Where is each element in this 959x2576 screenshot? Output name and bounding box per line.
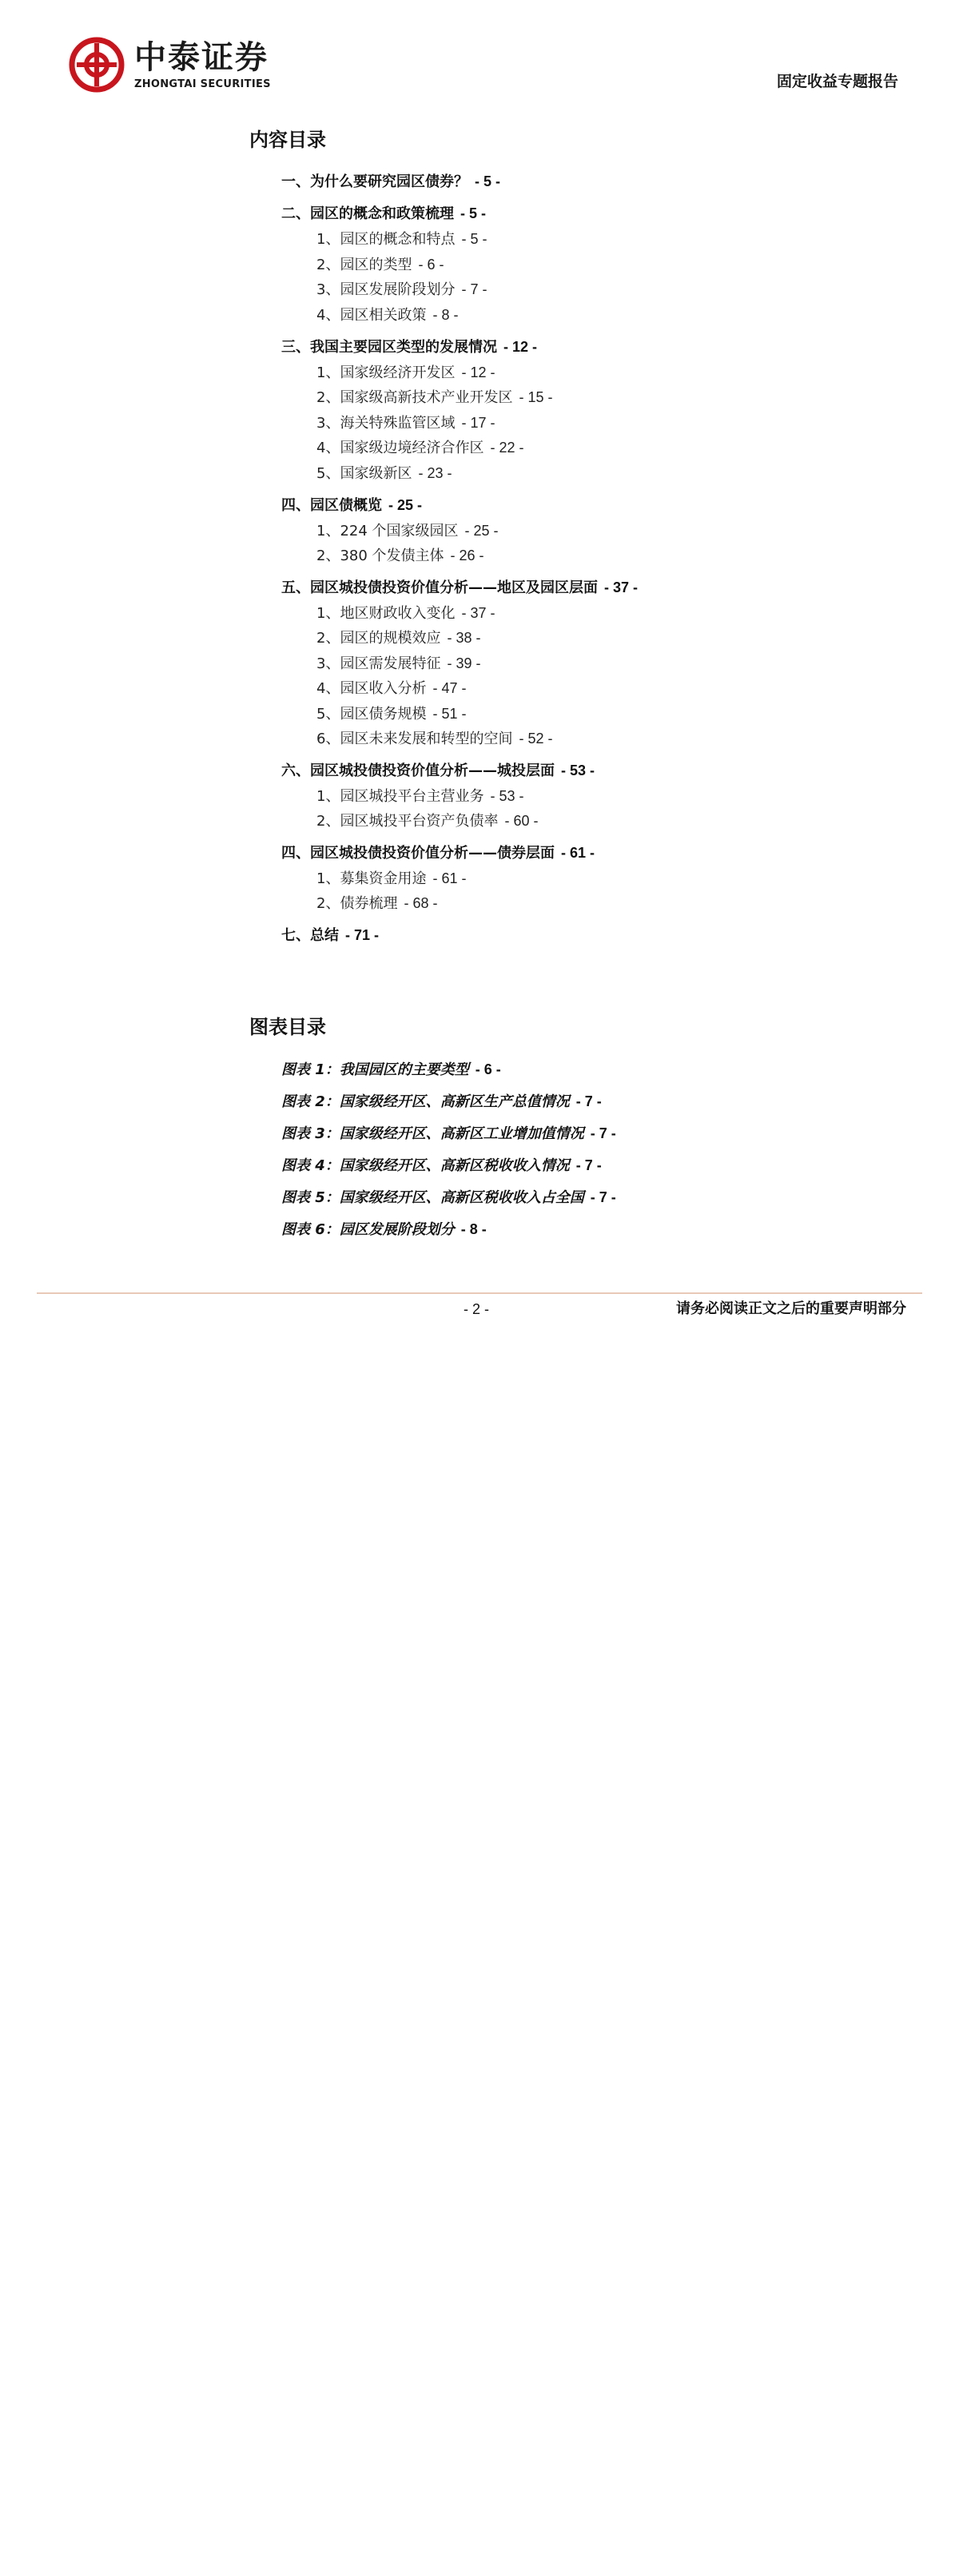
contents-entry-label: 6、园区未来发展和转型的空间 — [316, 731, 513, 747]
contents-entry-page-number: - 61 - — [432, 870, 467, 886]
contents-entry-page-number: - 52 - — [519, 731, 553, 747]
contents-entry[interactable] — [316, 229, 897, 249]
contents-entry-label: 1、224 个国家级园区 — [316, 523, 459, 539]
contents-entry[interactable] — [316, 545, 897, 566]
contents-entry-label: 5、国家级新区 — [316, 465, 412, 482]
contents-entry[interactable] — [281, 203, 897, 224]
contents-entry[interactable] — [316, 412, 897, 433]
figure-entry[interactable] — [281, 1059, 897, 1080]
contents-entry-page-number: - 38 - — [447, 630, 481, 646]
figure-entry-label: 图表 6：园区发展阶段划分 — [281, 1221, 455, 1238]
contents-entry-page-number: - 23 - — [418, 465, 452, 481]
figure-entry-label: 图表 5：国家级经开区、高新区税收收入占全国 — [281, 1189, 584, 1206]
contents-entry[interactable] — [316, 305, 897, 325]
contents-entry-page-number: - 5 - — [460, 205, 487, 221]
contents-entry-label: 三、我国主要园区类型的发展情况 — [281, 339, 497, 356]
contents-entry[interactable] — [316, 810, 897, 831]
contents-entry[interactable] — [316, 362, 897, 383]
contents-entry-label: 五、园区城投债投资价值分析——地区及园区层面 — [281, 579, 598, 596]
contents-entry-page-number: - 37 - — [604, 579, 639, 595]
contents-entry[interactable] — [316, 463, 897, 484]
contents-entry[interactable] — [316, 893, 897, 914]
contents-entry-page-number: - 71 - — [345, 927, 380, 943]
contents-entry-label: 5、园区债务规模 — [316, 706, 427, 723]
figure-entry-page-number: - 8 - — [460, 1221, 487, 1237]
figure-entry-page-number: - 7 - — [575, 1093, 602, 1109]
contents-entry-label: 2、园区的类型 — [316, 257, 412, 273]
footer-divider — [37, 1292, 922, 1294]
figure-entry-label: 图表 1：我国园区的主要类型 — [281, 1061, 469, 1078]
figure-entry[interactable] — [281, 1219, 897, 1240]
contents-entry-label: 四、园区城投债投资价值分析——债券层面 — [281, 845, 555, 862]
contents-entry-page-number: - 37 - — [461, 605, 495, 621]
contents-entry-label: 3、园区发展阶段划分 — [316, 281, 456, 298]
contents-entry-page-number: - 53 - — [561, 762, 595, 778]
contents-entry-page-number: - 60 - — [504, 813, 539, 829]
contents-entry-label: 二、园区的概念和政策梳理 — [281, 205, 454, 222]
contents-entry[interactable] — [316, 678, 897, 699]
contents-entry-label: 一、为什么要研究园区债券？ — [281, 173, 468, 190]
contents-entry[interactable] — [281, 495, 897, 516]
contents-entry-page-number: - 12 - — [503, 339, 538, 355]
contents-entry-page-number: - 26 - — [450, 547, 484, 563]
contents-entry-label: 4、园区相关政策 — [316, 307, 427, 324]
contents-entry[interactable] — [316, 603, 897, 623]
footer-disclaimer: 请务必阅读正文之后的重要声明部分 — [676, 1300, 906, 1317]
contents-entry[interactable] — [281, 842, 897, 863]
contents-entry[interactable] — [316, 279, 897, 300]
figure-entry-page-number: - 7 - — [575, 1157, 602, 1173]
figure-entry[interactable] — [281, 1187, 897, 1208]
contents-entry-page-number: - 25 - — [388, 497, 423, 513]
contents-entry-label: 3、海关特殊监管区域 — [316, 415, 456, 432]
report-type-label: 固定收益专题报告 — [776, 73, 898, 90]
figure-entry[interactable] — [281, 1155, 897, 1176]
contents-entry[interactable] — [316, 653, 897, 674]
figure-entry[interactable] — [281, 1091, 897, 1112]
contents-entry-page-number: - 5 - — [475, 173, 501, 189]
contents-entry[interactable] — [316, 387, 897, 408]
contents-entry-label: 六、园区城投债投资价值分析——城投层面 — [281, 762, 555, 779]
contents-entry[interactable] — [316, 728, 897, 749]
contents-entry-label: 1、园区的概念和特点 — [316, 231, 456, 248]
contents-entry[interactable] — [316, 868, 897, 889]
contents-entry[interactable] — [316, 254, 897, 275]
figure-entry-label: 图表 3：国家级经开区、高新区工业增加值情况 — [281, 1125, 584, 1142]
contents-entry-label: 2、国家级高新技术产业开发区 — [316, 389, 513, 406]
zhongtai-logo-icon — [69, 37, 125, 93]
contents-entry-label: 2、债券梳理 — [316, 895, 398, 912]
figure-entry-page-number: - 6 - — [475, 1061, 501, 1077]
contents-entry-page-number: - 8 - — [432, 307, 459, 323]
contents-entry[interactable] — [316, 703, 897, 724]
contents-entry-page-number: - 12 - — [461, 364, 495, 380]
brand-name-english: ZHONGTAI SECURITIES — [134, 78, 271, 90]
contents-entry-page-number: - 22 - — [490, 440, 524, 456]
contents-entry[interactable] — [281, 171, 897, 192]
contents-entry-page-number: - 61 - — [561, 845, 595, 861]
contents-entry-page-number: - 51 - — [432, 706, 467, 722]
contents-entry-label: 1、地区财政收入变化 — [316, 605, 456, 622]
contents-entry[interactable] — [281, 577, 897, 598]
contents-entry-label: 4、国家级边境经济合作区 — [316, 440, 484, 456]
contents-entry-label: 4、园区收入分析 — [316, 680, 427, 697]
brand-name-chinese: 中泰证券 — [134, 39, 269, 76]
figure-entry-page-number: - 7 - — [590, 1189, 616, 1205]
figures-title: 图表目录 — [249, 1016, 326, 1038]
footer-page-number: - 2 - — [464, 1301, 490, 1317]
contents-title: 内容目录 — [249, 129, 326, 151]
figure-entry-page-number: - 7 - — [590, 1125, 616, 1141]
contents-entry[interactable] — [281, 336, 897, 357]
contents-entry-label: 1、园区城投平台主营业务 — [316, 788, 484, 805]
contents-entry-page-number: - 6 - — [418, 257, 444, 273]
contents-entry-label: 2、园区城投平台资产负债率 — [316, 813, 499, 830]
contents-entry[interactable] — [316, 437, 897, 458]
contents-entry[interactable] — [316, 786, 897, 806]
figure-entry-label: 图表 4：国家级经开区、高新区税收收入情况 — [281, 1157, 570, 1174]
contents-entry-label: 1、国家级经济开发区 — [316, 364, 456, 381]
contents-entry[interactable] — [281, 925, 897, 946]
contents-entry-label: 2、380 个发债主体 — [316, 547, 444, 564]
figure-entry[interactable] — [281, 1123, 897, 1144]
contents-entry-label: 七、总结 — [281, 927, 339, 944]
contents-entry-page-number: - 5 - — [461, 231, 487, 247]
contents-entry-label: 四、园区债概览 — [281, 497, 382, 514]
contents-entry-label: 2、园区的规模效应 — [316, 630, 441, 647]
contents-entry[interactable] — [281, 760, 897, 781]
contents-entry-page-number: - 39 - — [447, 655, 481, 671]
contents-entry-page-number: - 47 - — [432, 680, 467, 696]
contents-entry-page-number: - 25 - — [464, 523, 499, 539]
contents-entry-label: 3、园区需发展特征 — [316, 655, 441, 672]
contents-entry-page-number: - 7 - — [461, 281, 487, 297]
contents-entry[interactable] — [316, 627, 897, 648]
contents-entry-page-number: - 68 - — [404, 895, 438, 911]
contents-entry-page-number: - 15 - — [519, 389, 553, 405]
contents-entry-label: 1、募集资金用途 — [316, 870, 427, 887]
contents-entry-page-number: - 53 - — [490, 788, 524, 804]
figure-entry-label: 图表 2：国家级经开区、高新区生产总值情况 — [281, 1093, 570, 1110]
contents-entry-page-number: - 17 - — [461, 415, 495, 431]
contents-entry[interactable] — [316, 520, 897, 541]
